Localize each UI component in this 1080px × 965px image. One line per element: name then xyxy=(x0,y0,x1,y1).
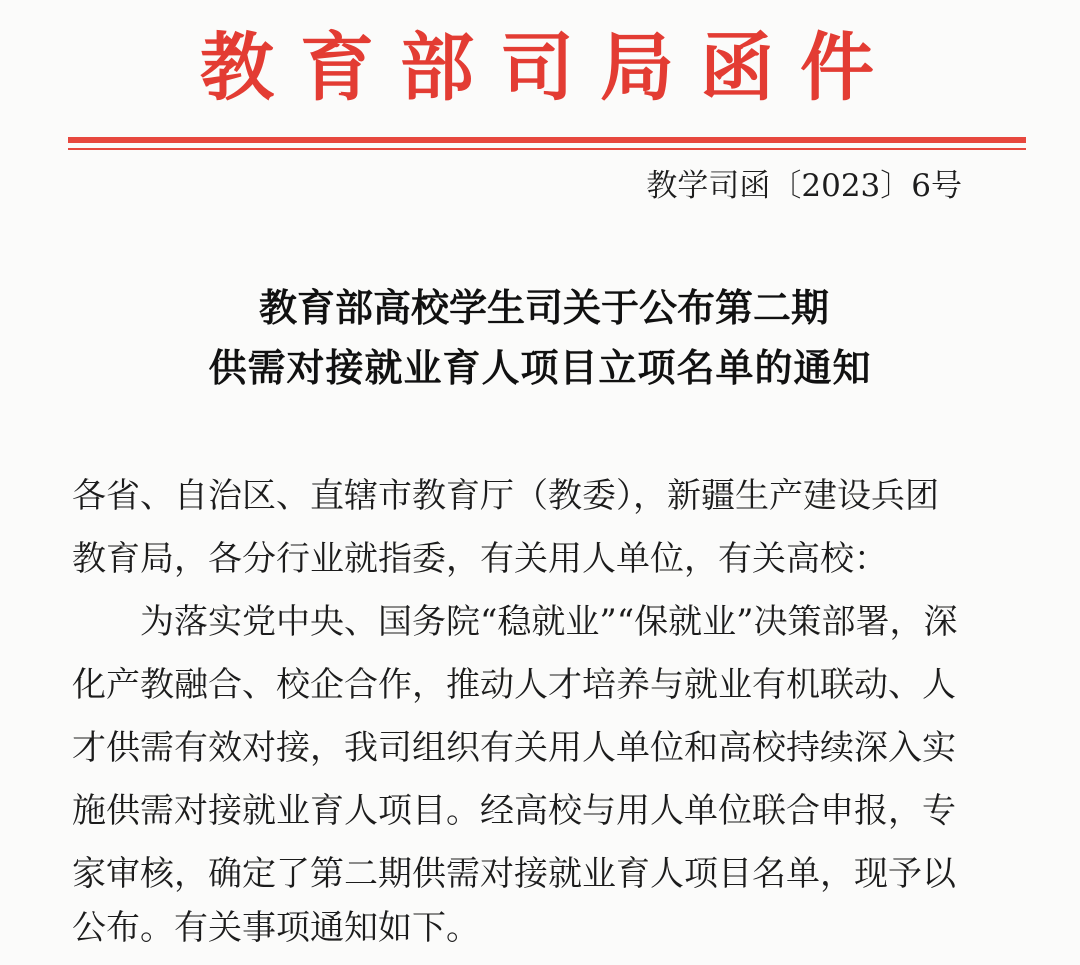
paragraph-line-3: 才供需有效对接，我司组织有关用人单位和高校持续深入实 xyxy=(72,728,956,768)
addressee-line-2: 教育局，各分行业就指委，有关用人单位，有关高校： xyxy=(72,539,888,579)
red-rule-thin xyxy=(68,148,1026,150)
paragraph-line-5: 家审核，确定了第二期供需对接就业育人项目名单，现予以 xyxy=(72,854,956,894)
paragraph-line-4: 施供需对接就业育人项目。经高校与用人单位联合申报，专 xyxy=(72,791,956,831)
notice-title-line-2: 供需对接就业育人项目立项名单的通知 xyxy=(208,346,872,390)
paragraph-line-1: 为落实党中央、国务院“稳就业”“保就业”决策部署，深 xyxy=(140,602,958,642)
paragraph-line-2: 化产教融合、校企合作，推动人才培养与就业有机联动、人 xyxy=(72,665,956,705)
notice-title-line-1: 教育部高校学生司关于公布第二期 xyxy=(258,286,829,330)
red-rule-thick xyxy=(68,137,1026,143)
addressee-line-1: 各省、自治区、直辖市教育厅（教委），新疆生产建设兵团 xyxy=(72,476,939,516)
paragraph-line-6: 公布。有关事项通知如下。 xyxy=(72,908,480,948)
masthead-title: 教育部司局函件 xyxy=(200,25,900,111)
document-number: 教学司函〔2023〕6号 xyxy=(646,168,962,204)
